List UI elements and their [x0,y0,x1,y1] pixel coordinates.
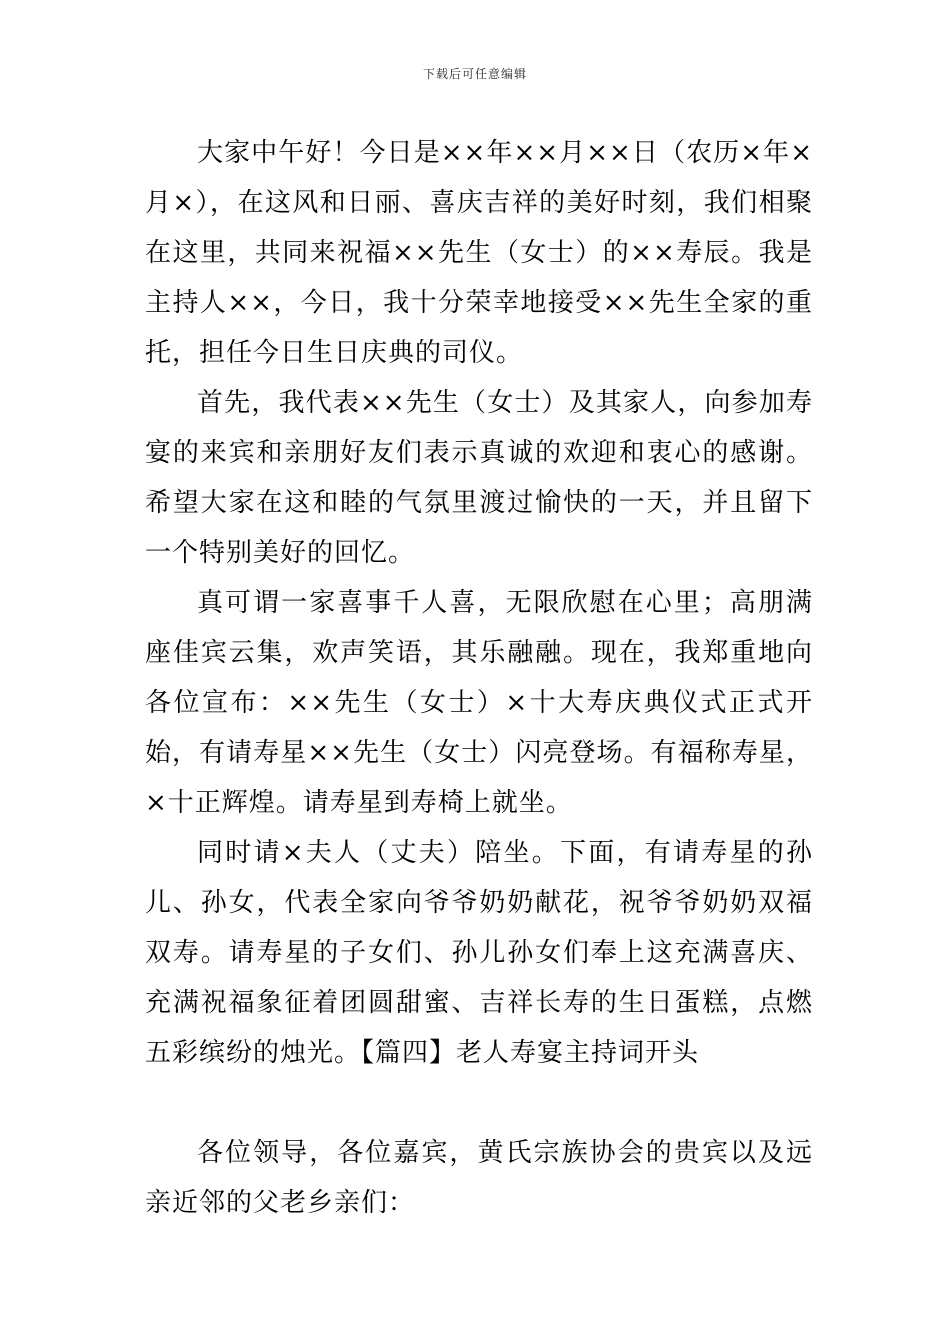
paragraph-address-guests: 各位领导，各位嘉宾，黄氏宗族协会的贵宾以及远亲近邻的父老乡亲们： [145,1138,813,1218]
document-body [145,128,813,1228]
paragraph-ceremony-start: 真可谓一家喜事千人喜，无限欣慰在心里；高朋满座佳宾云集，欢声笑语，其乐融融。现在，我郑重地向各位宣布：××先生（女士）×十大寿庆典仪式正式开始，有请寿星××先生（女士）闪亮登场。有福称寿星，×十正辉煌。请寿星到寿椅上就坐。 [145,588,813,818]
paragraph-opening-greeting: 大家中午好！今日是××年××月××日（农历×年×月×），在这风和日丽、喜庆吉祥的美好时刻，我们相聚在这里，共同来祝福××先生（女士）的××寿辰。我是主持人××，今日，我十分荣幸地接受××先生全家的重托，担任今日生日庆典的司仪。 [145,138,813,368]
paragraph-welcome-thanks: 首先，我代表××先生（女士）及其家人，向参加寿宴的来宾和亲朋好友们表示真诚的欢迎和衷心的感谢。希望大家在这和睦的气氛里渡过愉快的一天，并且留下一个特别美好的回忆。 [145,388,813,568]
paragraph-spacer [145,1078,813,1128]
header-note: 下载后可任意编辑 [422,67,527,81]
paragraph-cake-ceremony: 同时请×夫人（丈夫）陪坐。下面，有请寿星的孙儿、孙女，代表全家向爷爷奶奶献花，祝爷爷奶奶双福双寿。请寿星的子女们、孙儿孙女们奉上这充满喜庆、充满祝福象征着团圆甜蜜、吉祥长寿的生日蛋糕，点燃五彩缤纷的烛光。【篇四】老人寿宴主持词开头 [145,838,813,1068]
